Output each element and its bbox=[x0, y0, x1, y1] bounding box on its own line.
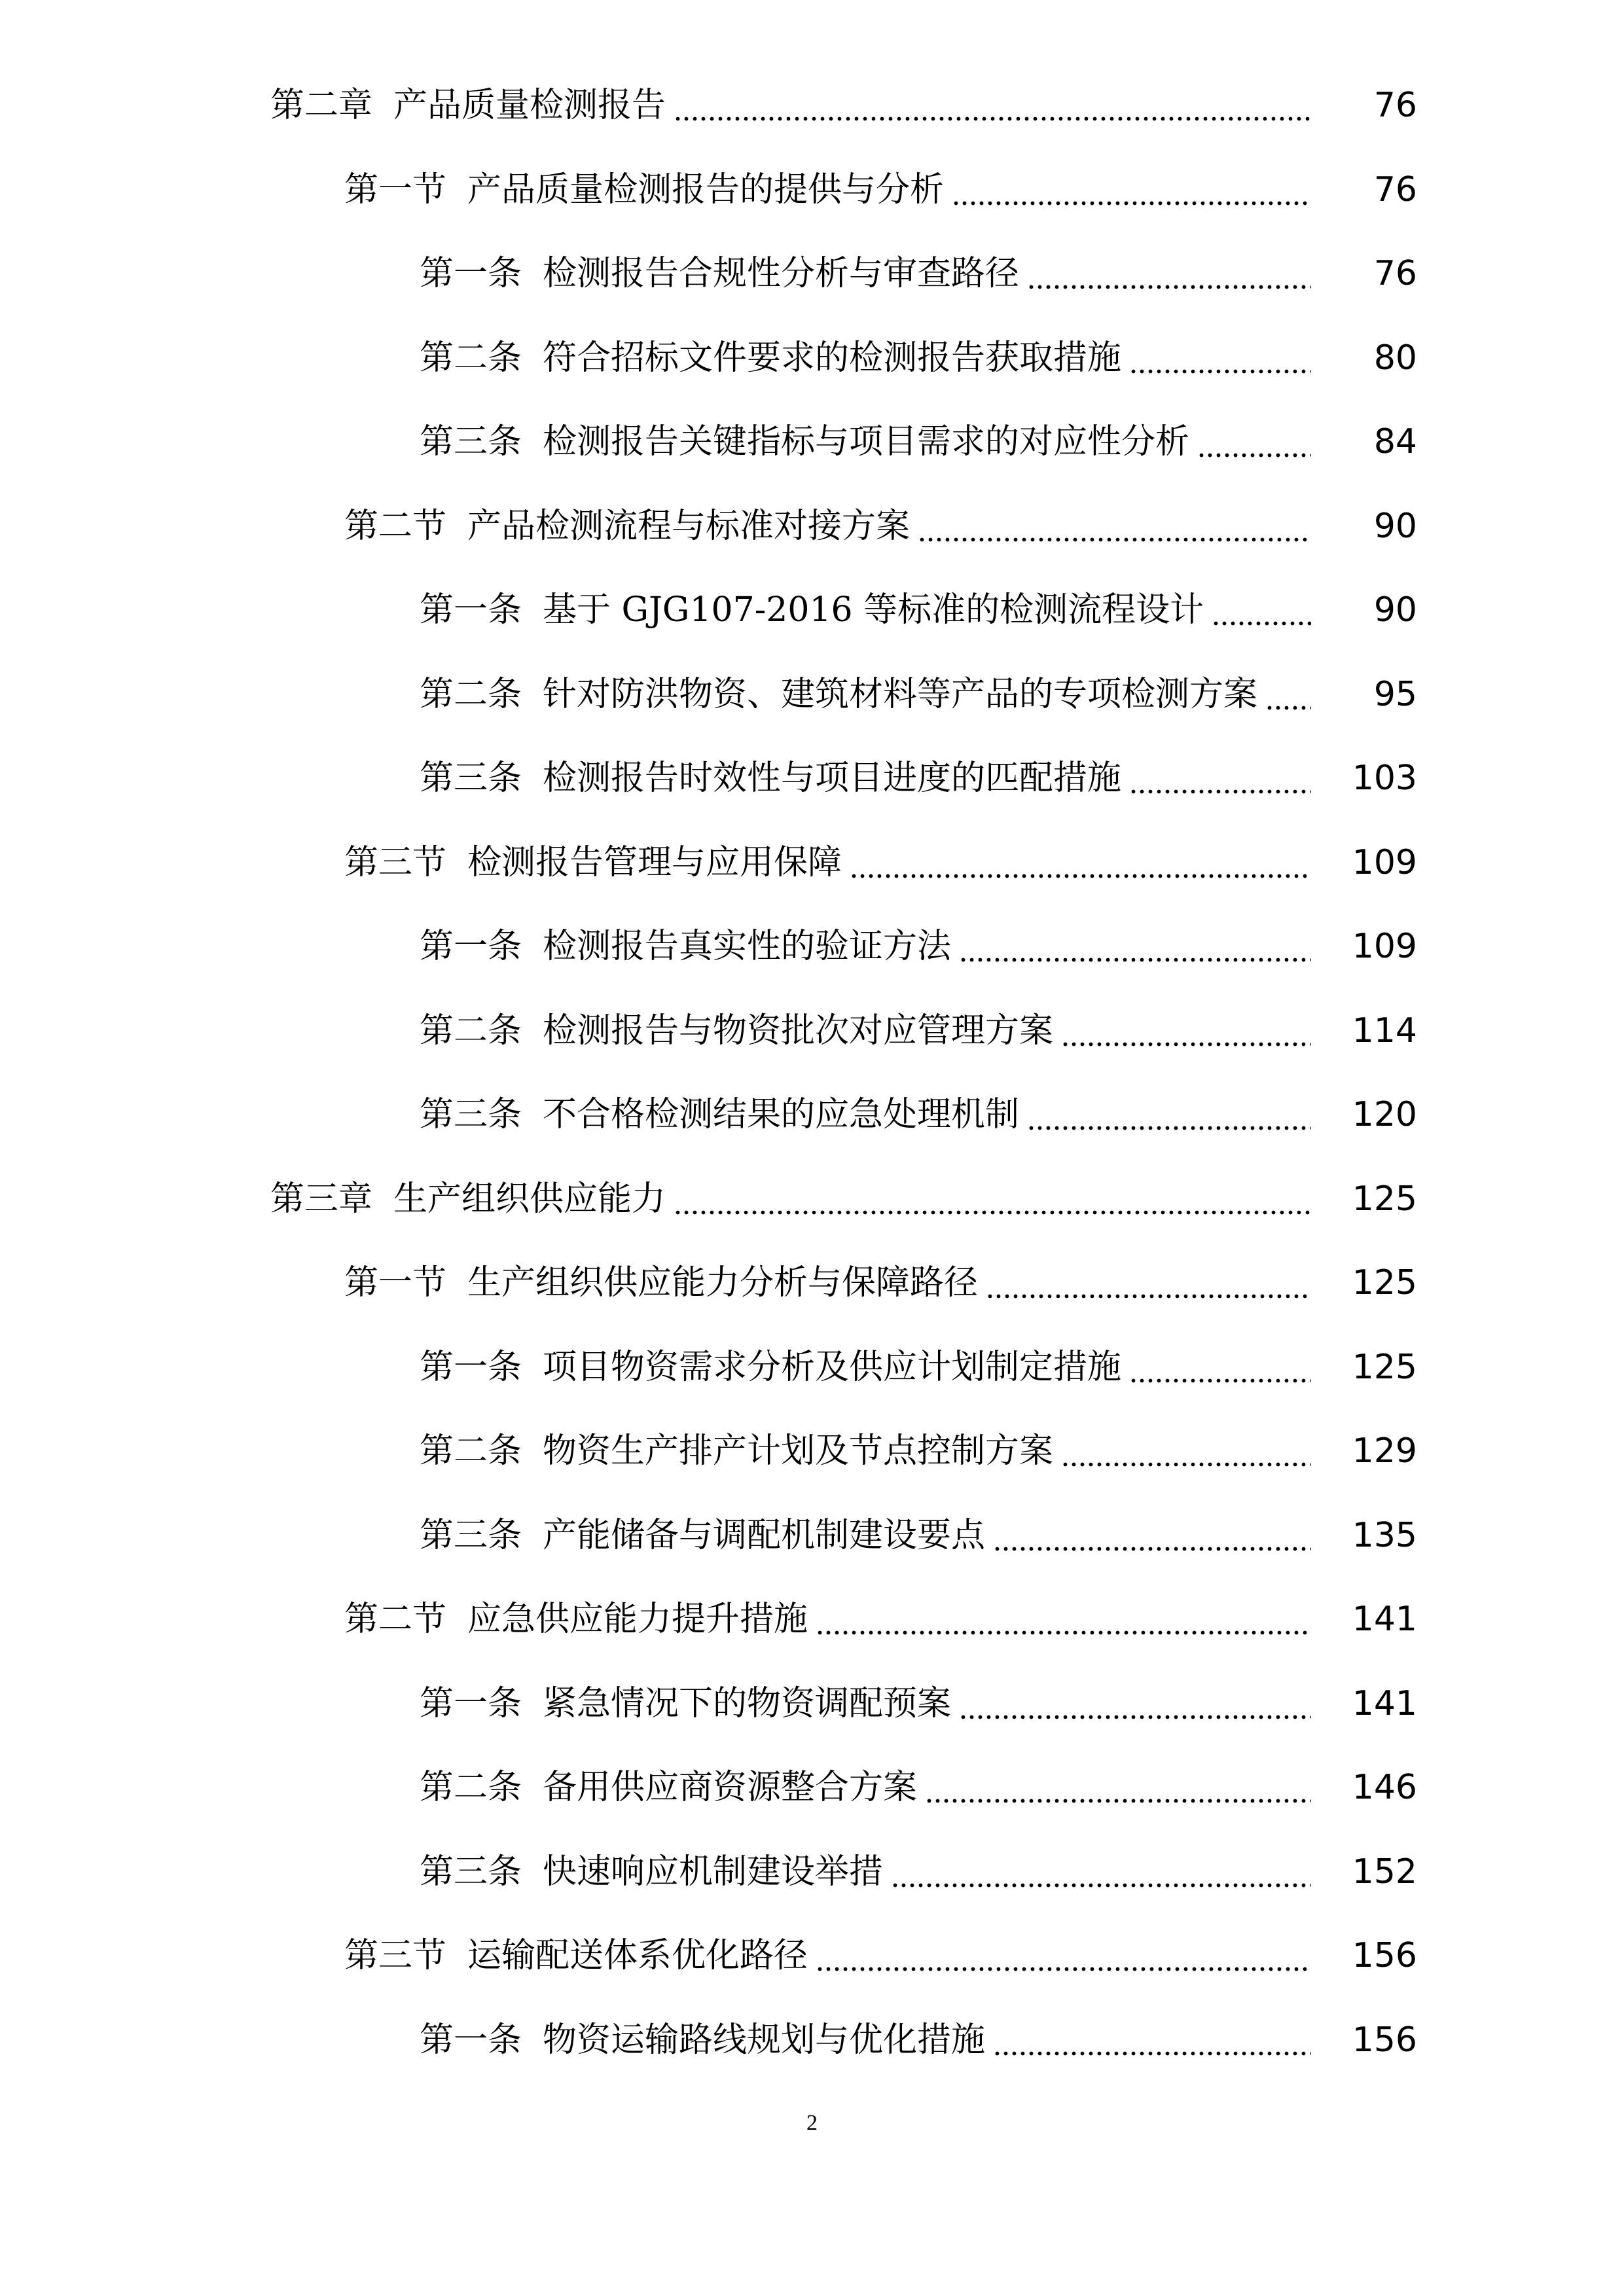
toc-entry-section[interactable] bbox=[0, 1914, 1624, 1998]
toc-entry-chapter[interactable] bbox=[0, 1157, 1624, 1242]
table-of-contents bbox=[0, 63, 1624, 2082]
toc-entry-page: 90 bbox=[1373, 506, 1417, 546]
toc-entry-label: 第一条 bbox=[420, 2020, 522, 2060]
toc-entry-article[interactable] bbox=[0, 653, 1624, 737]
toc-entry-page: 80 bbox=[1373, 338, 1417, 378]
dot-leader bbox=[959, 1684, 1311, 1723]
toc-entry-title: 生产组织供应能力分析与保障路径 bbox=[467, 1263, 979, 1303]
toc-entry-article[interactable] bbox=[0, 1662, 1624, 1746]
toc-entry-page: 156 bbox=[1352, 1936, 1417, 1976]
toc-entry-page: 114 bbox=[1352, 1011, 1417, 1050]
dot-leader bbox=[816, 1600, 1311, 1639]
toc-entry-page: 84 bbox=[1373, 422, 1417, 462]
toc-entry-page: 125 bbox=[1352, 1179, 1417, 1219]
dot-leader bbox=[674, 1179, 1311, 1219]
dot-leader bbox=[1129, 759, 1311, 798]
toc-entry-title: 检测报告关键指标与项目需求的对应性分析 bbox=[543, 422, 1190, 462]
dot-leader bbox=[816, 1936, 1311, 1975]
toc-entry-page: 90 bbox=[1373, 590, 1417, 630]
toc-entry-page: 141 bbox=[1352, 1683, 1417, 1723]
toc-entry-title: 项目物资需求分析及供应计划制定措施 bbox=[543, 1347, 1122, 1387]
toc-entry-label: 第二条 bbox=[420, 674, 522, 714]
dot-leader bbox=[993, 2020, 1311, 2060]
toc-entry-article[interactable] bbox=[0, 1830, 1624, 1914]
toc-entry-title: 紧急情况下的物资调配预案 bbox=[543, 1683, 952, 1723]
toc-entry-page: 135 bbox=[1352, 1515, 1417, 1555]
toc-entry-title: 产能储备与调配机制建设要点 bbox=[543, 1515, 986, 1555]
toc-entry-article[interactable] bbox=[0, 400, 1624, 484]
toc-entry-title: 备用供应商资源整合方案 bbox=[543, 1768, 918, 1808]
toc-entry-article[interactable] bbox=[0, 232, 1624, 316]
toc-entry-page: 76 bbox=[1373, 86, 1417, 126]
toc-entry-title: 运输配送体系优化路径 bbox=[467, 1936, 808, 1976]
toc-entry-section[interactable] bbox=[0, 484, 1624, 569]
toc-entry-title: 产品检测流程与标准对接方案 bbox=[467, 506, 911, 546]
dot-leader bbox=[1265, 675, 1311, 714]
dot-leader bbox=[959, 927, 1311, 966]
toc-entry-section[interactable] bbox=[0, 1241, 1624, 1325]
toc-entry-page: 103 bbox=[1352, 759, 1417, 798]
toc-entry-page: 76 bbox=[1373, 254, 1417, 294]
toc-entry-chapter[interactable] bbox=[0, 63, 1624, 148]
toc-entry-article[interactable] bbox=[0, 1494, 1624, 1578]
toc-entry-page: 156 bbox=[1352, 2020, 1417, 2060]
toc-entry-label: 第二条 bbox=[420, 1431, 522, 1471]
toc-entry-title: 物资运输路线规划与优化措施 bbox=[543, 2020, 986, 2060]
toc-entry-label: 第二条 bbox=[420, 338, 522, 378]
dot-leader bbox=[1027, 254, 1311, 293]
dot-leader bbox=[952, 170, 1311, 209]
toc-entry-label: 第三条 bbox=[420, 1852, 522, 1892]
toc-entry-title: 生产组织供应能力 bbox=[393, 1179, 666, 1219]
toc-entry-label: 第一条 bbox=[420, 1347, 522, 1387]
toc-entry-title: 产品质量检测报告 bbox=[393, 86, 666, 126]
toc-entry-label: 第二条 bbox=[420, 1768, 522, 1808]
toc-entry-page: 129 bbox=[1352, 1431, 1417, 1471]
dot-leader bbox=[1027, 1095, 1311, 1134]
toc-entry-article[interactable] bbox=[0, 1746, 1624, 1830]
dot-leader bbox=[993, 1516, 1311, 1555]
toc-entry-page: 120 bbox=[1352, 1095, 1417, 1135]
toc-entry-label: 第三节 bbox=[344, 842, 447, 882]
toc-entry-label: 第三条 bbox=[420, 759, 522, 798]
toc-entry-section[interactable] bbox=[0, 821, 1624, 905]
dot-leader bbox=[1129, 338, 1311, 378]
toc-entry-label: 第三条 bbox=[420, 1095, 522, 1135]
dot-leader bbox=[925, 1768, 1311, 1807]
toc-entry-page: 125 bbox=[1352, 1263, 1417, 1303]
toc-entry-title: 应急供应能力提升措施 bbox=[467, 1600, 808, 1640]
toc-entry-title: 符合招标文件要求的检测报告获取措施 bbox=[543, 338, 1122, 378]
toc-entry-page: 109 bbox=[1352, 927, 1417, 967]
toc-entry-title: 物资生产排产计划及节点控制方案 bbox=[543, 1431, 1054, 1471]
dot-leader bbox=[891, 1852, 1311, 1892]
dot-leader bbox=[1061, 1011, 1311, 1050]
toc-entry-page: 146 bbox=[1352, 1768, 1417, 1808]
toc-entry-page: 76 bbox=[1373, 170, 1417, 209]
dot-leader bbox=[850, 843, 1311, 882]
toc-entry-article[interactable] bbox=[0, 905, 1624, 989]
toc-entry-title: 检测报告管理与应用保障 bbox=[467, 842, 842, 882]
toc-entry-section[interactable] bbox=[0, 1577, 1624, 1662]
toc-entry-article[interactable] bbox=[0, 1073, 1624, 1157]
toc-entry-label: 第一条 bbox=[420, 590, 522, 630]
dot-leader bbox=[674, 86, 1311, 125]
toc-entry-title: 不合格检测结果的应急处理机制 bbox=[543, 1095, 1020, 1135]
toc-entry-title: 基于 GJG107-2016 等标准的检测流程设计 bbox=[543, 590, 1204, 630]
toc-entry-article[interactable] bbox=[0, 568, 1624, 653]
toc-entry-article[interactable] bbox=[0, 736, 1624, 821]
toc-entry-label: 第二节 bbox=[344, 1600, 447, 1640]
toc-entry-page: 95 bbox=[1373, 674, 1417, 714]
toc-entry-label: 第二节 bbox=[344, 506, 447, 546]
dot-leader bbox=[1197, 422, 1311, 461]
toc-entry-page: 152 bbox=[1352, 1852, 1417, 1892]
toc-entry-label: 第三条 bbox=[420, 422, 522, 462]
toc-entry-title: 针对防洪物资、建筑材料等产品的专项检测方案 bbox=[543, 674, 1258, 714]
toc-entry-label: 第一节 bbox=[344, 1263, 447, 1303]
toc-entry-label: 第一条 bbox=[420, 1683, 522, 1723]
toc-entry-label: 第一条 bbox=[420, 927, 522, 967]
toc-entry-article[interactable] bbox=[0, 1998, 1624, 2083]
toc-entry-label: 第三章 bbox=[270, 1179, 373, 1219]
toc-entry-label: 第三节 bbox=[344, 1936, 447, 1976]
toc-entry-label: 第三条 bbox=[420, 1515, 522, 1555]
toc-entry-title: 检测报告与物资批次对应管理方案 bbox=[543, 1011, 1054, 1050]
dot-leader bbox=[1212, 590, 1311, 630]
toc-entry-page: 109 bbox=[1352, 842, 1417, 882]
toc-entry-title: 检测报告合规性分析与审查路径 bbox=[543, 254, 1020, 294]
dot-leader bbox=[1129, 1348, 1311, 1387]
toc-entry-title: 检测报告时效性与项目进度的匹配措施 bbox=[543, 759, 1122, 798]
toc-entry-label: 第一节 bbox=[344, 170, 447, 209]
toc-entry-page: 141 bbox=[1352, 1600, 1417, 1640]
toc-entry-label: 第一条 bbox=[420, 254, 522, 294]
toc-entry-title: 产品质量检测报告的提供与分析 bbox=[467, 170, 945, 209]
dot-leader bbox=[1061, 1431, 1311, 1471]
toc-entry-section[interactable] bbox=[0, 148, 1624, 232]
toc-entry-label: 第二条 bbox=[420, 1011, 522, 1050]
toc-entry-page: 125 bbox=[1352, 1347, 1417, 1387]
toc-entry-title: 检测报告真实性的验证方法 bbox=[543, 927, 952, 967]
toc-entry-article[interactable] bbox=[0, 989, 1624, 1073]
toc-entry-label: 第二章 bbox=[270, 86, 373, 126]
toc-entry-article[interactable] bbox=[0, 316, 1624, 401]
page-number: 2 bbox=[806, 2111, 818, 2135]
dot-leader bbox=[918, 507, 1311, 546]
toc-entry-article[interactable] bbox=[0, 1409, 1624, 1494]
toc-entry-title: 快速响应机制建设举措 bbox=[543, 1852, 884, 1892]
toc-entry-article[interactable] bbox=[0, 1325, 1624, 1410]
dot-leader bbox=[986, 1263, 1311, 1302]
